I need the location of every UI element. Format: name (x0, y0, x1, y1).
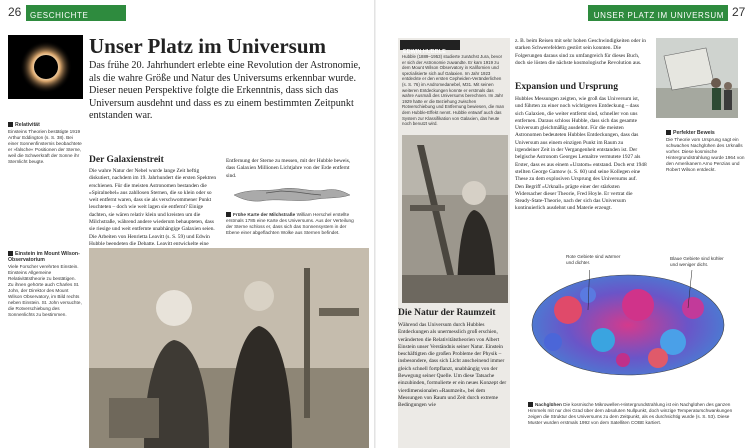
herschel-map-caption: Frühe Karte der Milchstraße William Herschel erstellte erstmals 1785 eine Karte des Universums. Aus der Verteilung der Sterne schloss er, dass sich das Sonnensystem in der Ebene einer abgeflachten Wolke aus Sternen befindet. (226, 212, 354, 235)
section-bar-right (588, 5, 728, 21)
bullet-square-icon (528, 402, 533, 407)
penzias-wilson-photo (656, 38, 738, 118)
col-top-text: z. B. beim Reisen mit sehr hohen Geschwindigkeiten oder in starken Schwerefeldern gestört sein konnten. Die Folgerungen daraus sind zu umfangreich für dieses Buch, doch sie lösten die nächste kosmologische Revolution aus. (515, 38, 646, 66)
bullet-square-icon (8, 251, 13, 256)
hubble-photo (402, 135, 508, 303)
eclipse-image (8, 35, 83, 99)
afterglow-caption: Nachglühen Die kosmische Mikrowellen-Hintergrundstrahlung ist ein Nachglühen des ganzen Himmels mit nur drei Grad über dem absoluten Nullpunkt, doch winzige Temperaturschwankungen zeigen die Struktur des Universums zu dem Zeitpunkt, als es durchsichtig wurde (s. S. 53). Diese Muster wurden erstmals 1992 von dem Satelliten COBE kartiert. (528, 402, 733, 425)
page-number-right: 27 (732, 5, 746, 19)
page-number-left: 26 (8, 5, 22, 19)
hubble-label-box (400, 40, 460, 55)
galaxy-col2-text: Entfernung der Sterne zu messen, mit der Hubble beweis, dass Galaxien Millionen Lichtjahre von der Erde entfernt sind. (226, 158, 351, 179)
expansion-text: Hubbles Messungen zeigten, wie groß das Universum ist, und führten zu einer noch wichtigeren Entdeckung – dass sich Galaxien, die weiter entfernt sind, schneller von uns entfernen. Daraus schloss Hubble, dass sich das gesamte Universum gleichmäßig ausdehnt. Für die meisten Astronomen bedeuteten Hubbles Entdeckungen, dass das Universum aus einem einzigen Punkt im Raum zu irgendeiner Zeit in der Vergangenheit entstanden ist. Der belgische Astronom Georges Lemaître vermutete 1927 als Erster, dass es aus einem »Uratom« entstand. Doch erst 1948 stellten George Gamow (s. S. 60) und seine Kollegen eine These zu dem explosiven Ursprung des Universums auf. Den Begriff »Urknall« prägte einer der stärksten Widersacher dieser Theorie, Fred Hoyle. Er vertrat die Steady-State-Theorie, nach der sich das Universum kontinuierlich ausdehnt und Materie erzeugt. (515, 96, 647, 212)
page-gutter (374, 0, 376, 448)
einstein-photo (89, 248, 369, 448)
section-label-left: GESCHICHTE (30, 11, 89, 20)
cmb-map-image (528, 270, 728, 380)
radio-antenna-photo-icon (656, 38, 738, 118)
cmb-label-red: Rote Gebiete sind wärmer und dichter. (566, 254, 621, 265)
page-title: Unser Platz im Universum (89, 34, 326, 58)
section-label-right: UNSER PLATZ IM UNIVERSUM (593, 11, 724, 20)
hubble-label: EDWIN HUBBLE (403, 49, 446, 55)
expansion-heading: Expansion und Ursprung (515, 82, 618, 92)
bullet-square-icon (666, 130, 671, 135)
einstein-observatory-photo-icon (89, 248, 369, 448)
milky-way-map-icon (226, 180, 356, 208)
hubble-telescope-photo-icon (402, 135, 508, 303)
sidebar-relativity: Relativität Einsteins Theorien bestätigte 1919 Arthur Eddington (s. S. 38). Bei einer Sonnenfinsternis beobachtete er »falsche« Positionen der Sterne, weil die Schwerkraft der Sonne ihr Sternlicht beugte. (8, 122, 82, 164)
bullet-square-icon (8, 122, 13, 127)
sidebar-proof: Perfekter Beweis Die Theorie vom Ursprung sagt ein schwaches Nachglühen des Urknalls vorher. Diese kosmische Hintergrundstrahlung wurde 1964 von den Amerikanern Arno Penzias und Robert Wilson entdeckt. (666, 130, 745, 172)
cmb-map-icon (528, 270, 728, 380)
sidebar-einstein: Einstein im Mount Wilson-Observatorium Viele Forscher verehrten Einstein. Einsteins Allgemeine Relativitätstheorie zu bestätigen. Zu ihnen gehörte auch Charles St. John, der Direktor des Mount Wilson Observatory, im Bild rechts neben Einstein. St. John versuchte, die Rotverschiebung des Sonnenlichts zu bestimmen. (8, 251, 82, 317)
hubble-bio: Hubble (1889–1953) studierte zunächst Jura, bevor er sich der Astronomie zuwandte. Er kam 1919 zu dem Mount Wilson Observatory in Kalifornien und spezialisierte sich auf Galaxien. Im Jahr 1923 entdeckte er den ersten Cepheiden-Veränderlichen (s. S. 76) im Andromedanebel, M31. Mit seinen weiteren Entdeckungen konnte er erstmals das wahre Ausmaß des Universums berechnen. Im Jahr 1929 hatte er die Beziehung zwischen Rotverschiebung und Entfernung bewiesen, die man dem Hubble-Effekt nennt. Hubble entwarf auch das System zur Klassifikation von Galaxien, das heute noch benutzt wird. (402, 54, 505, 127)
eclipse-icon (8, 35, 83, 99)
intro-text: Das frühe 20. Jahrhundert erlebte eine Revolution der Astronomie, als die wahre Größe und Natur des Universums erkennbar wurde. Dieser neuen Perspektive folgte die Erkenntnis, dass sich das Universum ausdehnt und dass es zu einem bestimmten Zeitpunkt entstanden war. (89, 60, 361, 122)
galaxy-heading: Der Galaxienstreit (89, 155, 164, 165)
section-bar-left (26, 5, 126, 21)
galaxy-col1-text: Die wahre Natur der Nebel wurde lange Zeit heftig diskutiert, nachdem im 19. Jahrhundert die ersten Spektren erschienen. Für die meisten Astronomen bestanden die »Spiralnebel« aus zahllosen Sternen, die so klein oder so weit entfernt waren, dass sie als verschwommener Punkt leuchteten – doch wie weit lagen sie entfernt? Einige dachten, sie wären relativ klein und kreisten um die Milchstraße, während andere wiederum behaupteten, dass sie riesige und weit entfernte unabhängige Galaxien seien. Die Arbeiten von Henrietta Leavitt (s. S. 59) und Edwin Hubble beendeten die Debatte. Leavitt entwickelte eine (89, 168, 217, 247)
spacetime-text: Während das Universum durch Hubbles Entdeckungen als unermesslich groß erschien, veränderten die Relativitätstheorien von Albert Einstein unser Verständnis seiner Natur. Einstein beschäftigten die großen Probleme der Physik – insbesondere, dass sich Licht anscheinend immer gleich schnell fortpflanzt, unabhängig von der Bewegung seiner Quelle. Um diese Tatsache einzubinden, formulierte er ein neues Konzept der vierdimensionalen »Raumzeit«, bei dem Messungen von Raum und Zeit durch extreme Bedingungen wie (398, 322, 507, 409)
spacetime-heading: Die Natur der Raumzeit (398, 308, 496, 318)
cmb-label-blue: Blaue Gebiete sind kühler und weniger dicht. (670, 256, 724, 267)
herschel-map-image (226, 180, 356, 208)
bullet-square-icon (226, 212, 231, 217)
